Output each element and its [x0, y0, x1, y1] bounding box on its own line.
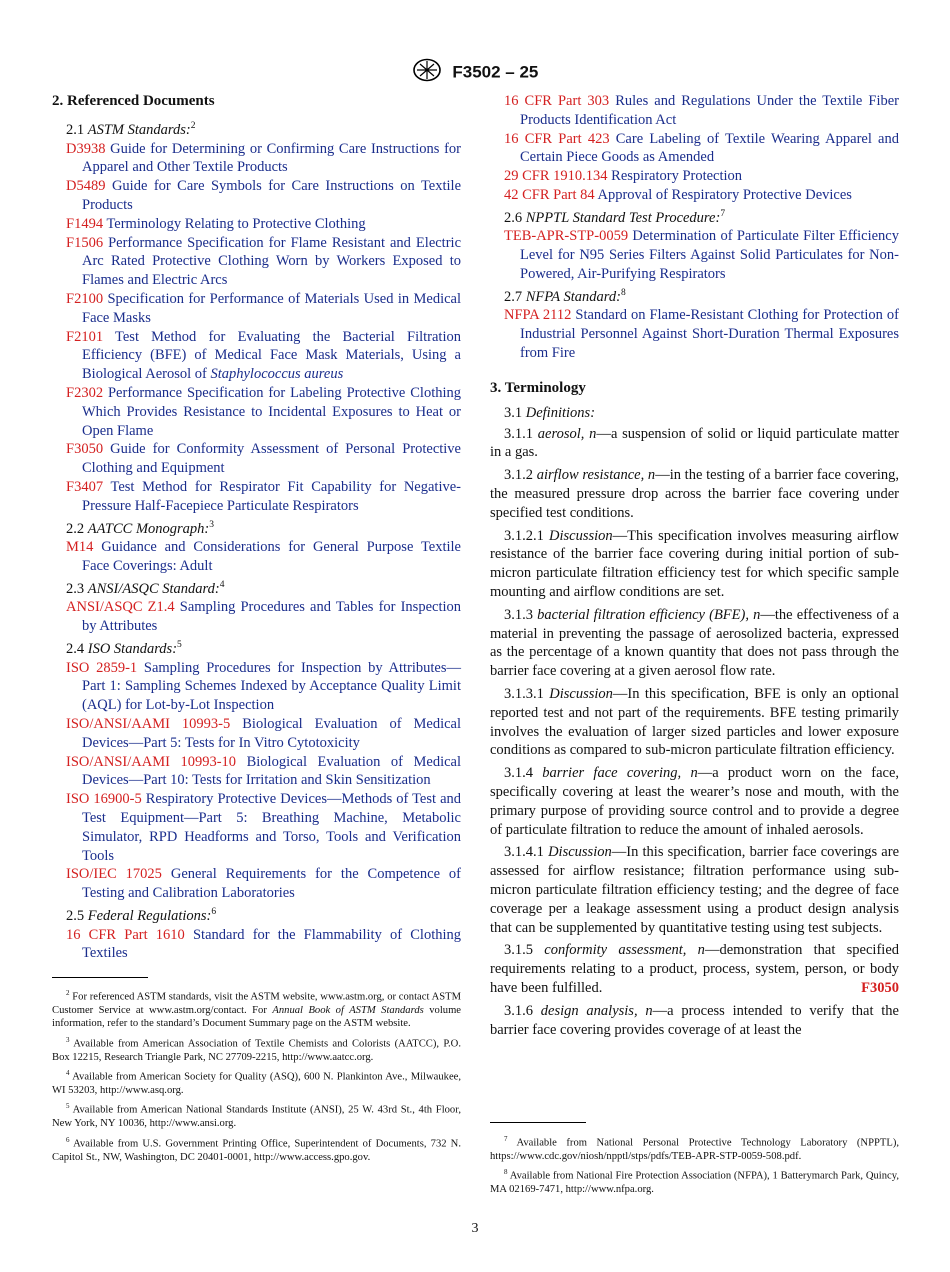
reference-title: Care Labeling of Textile Wearing Apparel and Certain Piece Goods as Amended	[520, 130, 899, 166]
footnote-number: 3	[66, 1035, 70, 1044]
footnote-text: Available from American National Standards Institute (ANSI), 25 W. 43rd St., 4th Floor, New York, NY 10036, http://www.ansi.org.	[52, 1104, 461, 1130]
reference-entry	[52, 598, 461, 636]
definition-term: Discussion	[549, 685, 613, 702]
definition-term: Discussion	[548, 844, 612, 861]
footnote-number: 5	[66, 1102, 70, 1111]
reference-title: Guide for Conformity Assessment of Personal Protective Clothing and Equipment	[82, 441, 461, 477]
footnote-text: For referenced ASTM standards, visit the ASTM website, www.astm.org, or contact ASTM Customer Service at www.astm.org/contact. For	[52, 991, 461, 1016]
reference-title: Performance Specification for Flame Resistant and Electric Arc Rated Protective Clothing Worn by Workers Exposed to Flames and Electric Arcs	[82, 234, 462, 289]
definition-term: aerosol, n	[537, 425, 597, 442]
footnote-number: 7	[504, 1135, 508, 1143]
reference-entry	[52, 328, 461, 384]
definition-term: conformity assessment, n	[544, 942, 705, 959]
reference-title: Respiratory Protective Devices—Methods of Test and Test Equipment—Part 5: Breathing Machine, Metabolic Simulator, RPD Headforms and Torso, Tools and Verification Tools	[82, 791, 462, 864]
reference-code: ISO 16900-5	[66, 791, 142, 808]
definition-body: —a product worn on the face, specifically covering at least the wearer’s nose and mouth, with the primary purpose of providing source control and to provide a degree of particulate filtration to reduce the amount of inhaled aerosols.	[490, 765, 900, 838]
reference-title: Guidance and Considerations for General Purpose Textile Face Coverings: Adult	[82, 539, 461, 574]
reference-code: 42 CFR Part 84	[504, 186, 595, 203]
reference-title: Performance Specification for Labeling Protective Clothing Which Provides Resistance to Incidental Exposures to Heat or Open Flame	[82, 384, 462, 439]
subsection-2-3: 2.3 ANSI/ASQC Standard:$^4$	[66, 579, 225, 597]
left-column	[52, 92, 461, 963]
reference-code: 16 CFR Part 1610	[66, 926, 185, 943]
definition-body: —in the testing of a barrier face covering, the measured pressure drop across the barrier face covering under specified test conditions.	[490, 467, 899, 521]
definition-number: 3.1.3.1	[504, 685, 544, 702]
definitions-list	[490, 425, 899, 1040]
reference-title: Determination of Particulate Filter Efficiency Level for N95 Series Filters Against Solid Particulates for Non-Powered, Air-Purifying Respirators	[520, 228, 899, 282]
reference-entry	[52, 478, 461, 516]
reference-entry	[490, 227, 899, 283]
footnote-tail: volume information, refer to the standard’s Document Summary page on the ASTM website.	[52, 1004, 462, 1030]
reference-entry	[52, 790, 461, 865]
federal-ref-list-right	[490, 92, 899, 205]
reference-title: Rules and Regulations Under the Textile Fiber Products Identification Act	[520, 93, 900, 128]
footnote-text: Available from U.S. Government Printing Office, Superintendent of Documents, 732 N. Capitol St., NW, Washington, DC 20401-0001, http://www.access.gpo.gov.	[52, 1138, 461, 1163]
footnote-rule-left	[52, 977, 148, 978]
footnote-rule-right	[490, 1122, 586, 1123]
reference-title: Terminology Relating to Protective Clothing	[106, 215, 366, 232]
reference-entry	[52, 140, 461, 178]
reference-code: F2100	[66, 291, 104, 307]
definition-entry	[490, 425, 899, 463]
reference-code: F1494	[66, 215, 104, 232]
reference-entry	[52, 290, 461, 328]
astm-logo-icon	[412, 58, 442, 87]
footnote-text: Available from National Fire Protection Association (NFPA), 1 Batterymarch Park, Quincy, MA 02169-7471, http://www.nfpa.org.	[490, 1170, 899, 1196]
definition-number: 3.1.4	[504, 765, 533, 782]
subsection-2-5: 2.5 Federal Regulations:$^6$	[66, 906, 217, 924]
subsection-2-2: 2.2 AATCC Monograph:$^3$	[66, 519, 215, 537]
footnote	[490, 1133, 899, 1163]
reference-entry	[490, 130, 899, 168]
footnote-text: Available from American Society for Quality (ASQ), 600 N. Plankinton Ave., Milwaukee, WI 53203, http://www.asq.org.	[52, 1071, 461, 1097]
footnotes-left	[52, 987, 461, 1167]
reference-entry	[52, 538, 461, 576]
reference-title: Sampling Procedures and Tables for Inspection by Attributes	[82, 599, 461, 635]
reference-code: ISO/IEC 17025	[66, 866, 162, 883]
right-column	[490, 92, 899, 1043]
definition-entry	[490, 1002, 899, 1040]
definition-term: design analysis, n	[540, 1002, 653, 1019]
definition-entry	[490, 466, 899, 522]
definition-number: 3.1.3	[504, 606, 533, 623]
definition-number: 3.1.6	[504, 1002, 533, 1019]
reference-entry	[490, 92, 899, 130]
reference-code: NFPA 2112	[504, 307, 572, 324]
page-number: 3	[471, 1221, 479, 1236]
footnote-text: Available from American Association of Textile Chemists and Colorists (AATCC), P.O. Box 12215, Research Triangle Park, NC 27709-2215, http://www.aatcc.org.	[52, 1038, 461, 1063]
definition-body: —This specification involves measuring airflow resistance of the barrier face covering during initial portion of sub-micron particulate filtration efficiency test for which specific sample mounting and airflow conditions are set.	[490, 527, 899, 600]
reference-entry	[52, 440, 461, 478]
iso-ref-list	[52, 659, 461, 903]
subsection-2-7: 2.7 NFPA Standard:$^8$	[504, 287, 626, 305]
reference-title: Standard on Flame-Resistant Clothing for Protection of Industrial Personnel Against Short-Duration Thermal Exposures from Fire	[520, 307, 900, 362]
footnote-italic: Annual Book of ASTM Standards	[272, 1004, 424, 1016]
footnote	[52, 987, 461, 1031]
footnote	[52, 1134, 461, 1164]
federal-ref-list-left	[52, 926, 461, 964]
reference-title: Biological Evaluation of Medical Devices—Part 5: Tests for In Vitro Cytotoxicity	[82, 716, 462, 751]
footnote	[52, 1100, 461, 1130]
reference-entry	[490, 167, 899, 186]
reference-entry	[490, 306, 899, 362]
definition-number: 3.1.5	[504, 942, 533, 959]
definition-entry	[490, 764, 899, 839]
reference-code: ISO/ANSI/AAMI 10993-10	[66, 753, 237, 770]
footnote-number: 4	[66, 1069, 70, 1078]
definition-body: —a suspension of solid or liquid particulate matter in a gas.	[490, 425, 899, 461]
reference-code: ISO 2859-1	[66, 659, 138, 676]
footnote	[52, 1034, 461, 1064]
page-header	[0, 58, 950, 87]
reference-entry	[52, 926, 461, 964]
reference-entry	[52, 715, 461, 753]
reference-title: Approval of Respiratory Protective Devices	[597, 186, 852, 203]
reference-entry	[52, 177, 461, 215]
reference-title: Standard for the Flammability of Clothing Textiles	[82, 926, 462, 962]
reference-entry	[52, 384, 461, 440]
reference-title: Sampling Procedures for Inspection by Attributes—Part 1: Sampling Schemes Indexed by Acceptance Quality Limit (AQL) for Lot-by-Lot Inspection	[82, 659, 461, 714]
reference-code: F2302	[66, 384, 104, 401]
reference-entry	[52, 659, 461, 715]
definition-number: 3.1.2.1	[504, 527, 544, 544]
definition-entry	[490, 685, 899, 760]
nfpa-ref-list	[490, 306, 899, 362]
aatcc-ref-list	[52, 538, 461, 576]
definition-term: bacterial filtration efficiency (BFE), n	[537, 606, 761, 623]
footnote-text: Available from National Personal Protective Technology Laboratory (NPPTL), https://www.cdc.gov/niosh/npptl/stps/pdfs/TEB-APR-STP-0059-508.pdf.	[490, 1137, 899, 1162]
reference-title: Respiratory Protection	[611, 168, 743, 185]
reference-code: ANSI/ASQC Z1.4	[66, 599, 175, 616]
reference-title: General Requirements for the Competence of Testing and Calibration Laboratories	[82, 866, 462, 902]
reference-code: 16 CFR Part 303	[504, 93, 610, 109]
definition-number: 3.1.2	[504, 467, 533, 484]
footnote-number: 2	[66, 989, 70, 997]
definition-number: 3.1.4.1	[504, 844, 544, 861]
npptl-ref-list	[490, 227, 899, 283]
reference-code: F3050	[66, 441, 104, 458]
reference-code: 16 CFR Part 423	[504, 130, 610, 147]
definition-term: airflow resistance, n	[536, 467, 656, 484]
definition-entry	[490, 527, 899, 602]
reference-entry	[490, 186, 899, 205]
footnote	[52, 1067, 461, 1097]
definition-body: —the effectiveness of a material in preventing the passage of aerosolized bacteria, expressed as the percentage of a known quantity that does not pass through the barrier face covering at a given aerosol flow rate.	[490, 606, 900, 680]
definition-entry	[490, 843, 899, 937]
reference-title: Biological Evaluation of Medical Devices—Part 10: Tests for Irritation and Skin Sensitization	[82, 753, 462, 789]
reference-entry	[52, 865, 461, 903]
definition-entry	[490, 941, 899, 997]
subsection-2-1: 2.1 ASTM Standards:$^2$	[66, 121, 196, 138]
reference-code: M14	[66, 539, 94, 556]
reference-code: D3938	[66, 140, 106, 157]
definition-entry	[490, 606, 899, 681]
footnotes-right	[490, 1133, 899, 1200]
definition-body: —demonstration that specified requirements relating to a product, process, system, person, or body have been fulfilled.	[490, 942, 899, 996]
reference-title: Test Method for Respirator Fit Capability for Negative-Pressure Half-Facepiece Particulate Respirators	[82, 478, 461, 514]
reference-title: Specification for Performance of Materials Used in Medical Face Masks	[82, 291, 462, 326]
astm-ref-list	[52, 140, 461, 516]
definition-body: —In this specification, barrier face coverings are assessed for airflow resistance; filtration performance using sub-micron particulate filtration efficiency testing; and the degree of face coverage per a leakage assessment using a product design analysis that can be supplemented by quantitative testing using test subjects.	[490, 844, 900, 936]
section-3-title: 3. Terminology	[490, 379, 586, 396]
definition-body: —In this specification, BFE is only an optional reported test and not part of the requirements. BFE testing primarily involves the evaluation of larger sized particles and lower exposure conditions as compared to sub-micron particulate filtration efficiency.	[490, 685, 899, 759]
footnote-number: 8	[504, 1168, 508, 1177]
reference-code: F2101	[66, 328, 104, 345]
subsection-2-6: 2.6 NPPTL Standard Test Procedure:$^7$	[504, 208, 726, 226]
definition-term: Discussion	[549, 527, 613, 544]
reference-code: F1506	[66, 234, 104, 251]
reference-title: Guide for Determining or Confirming Care Instructions for Apparel and Other Textile Products	[82, 140, 462, 176]
reference-code: 29 CFR 1910.134	[504, 168, 608, 185]
definition-source: F3050	[861, 979, 899, 996]
ansi-ref-list	[52, 598, 461, 636]
footnote	[490, 1166, 899, 1196]
designation: F3502 – 25	[452, 62, 539, 82]
definition-term: barrier face covering, n	[542, 765, 698, 782]
definition-body: —a process intended to verify that the barrier face covering provides coverage of at least the	[490, 1002, 899, 1038]
reference-title-italic: Staphylococcus aureus	[210, 366, 344, 383]
footnote-number: 6	[66, 1135, 70, 1144]
reference-code: F3407	[66, 478, 104, 495]
reference-code: ISO/ANSI/AAMI 10993-5	[66, 716, 231, 733]
reference-entry	[52, 215, 461, 234]
subsection-3-1: 3.1 Definitions:	[504, 404, 596, 421]
reference-entry	[52, 753, 461, 791]
definition-number: 3.1.1	[504, 425, 533, 442]
reference-title: Guide for Care Symbols for Care Instructions on Textile Products	[82, 178, 462, 214]
reference-title: Test Method for Evaluating the Bacterial Filtration Efficiency (BFE) of Medical Face Mask Materials, Using a Biological Aerosol of	[82, 328, 461, 383]
reference-code: D5489	[66, 178, 106, 195]
subsection-2-4: 2.4 ISO Standards:$^5$	[66, 640, 182, 657]
reference-code: TEB-APR-STP-0059	[504, 228, 629, 245]
reference-entry	[52, 234, 461, 290]
section-2-title: 2. Referenced Documents	[52, 93, 215, 109]
